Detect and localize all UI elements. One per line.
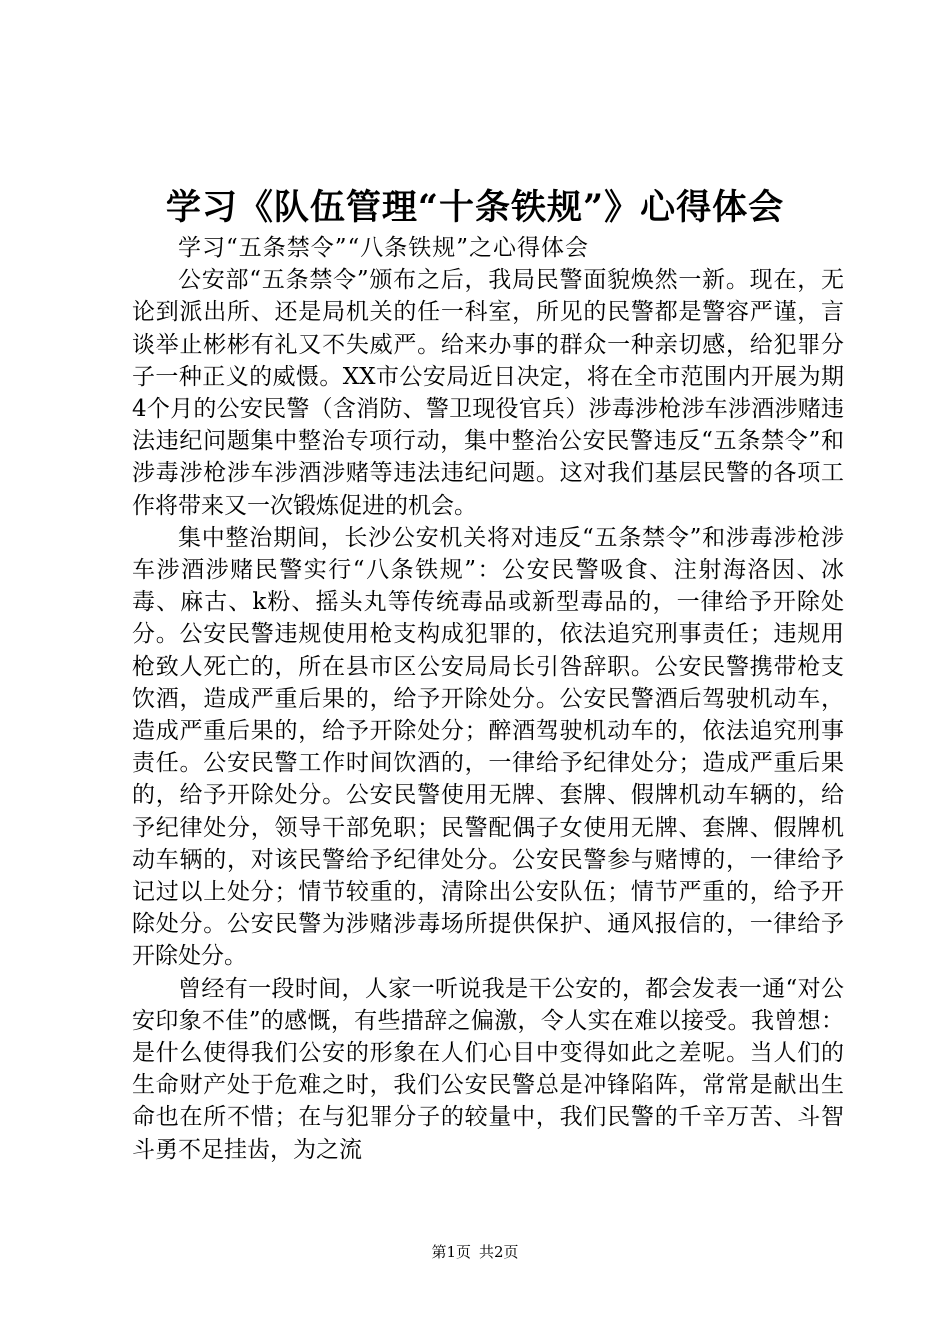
document-title: 学习《队伍管理“十条铁规”》心得体会 bbox=[165, 187, 785, 228]
page-footer bbox=[0, 1240, 950, 1264]
paragraph-1: 公安部“五条禁令”颁布之后，我局民警面貌焕然一新。现在，无论到派出所、还是局机关的任一科室，所见的民警都是警容严谨，言谈举止彬彬有礼又不失威严。给来办事的群众一种亲切感，给犯罪分子一种正义的威慑。XX市公安局近日决定，将在全市范围内开展为期4个月的公安民警（含消防、警卫现役官兵）涉毒涉枪涉车涉酒涉赌违法违纪问题集中整治专项行动，集中整治公安民警违反“五条禁令”和涉毒涉枪涉车涉酒涉赌等违法违纪问题。这对我们基层民警的各项工作将带来又一次锻炼促进的机会。 bbox=[132, 267, 844, 519]
page-number: 第1页 bbox=[431, 1243, 471, 1261]
paragraph-2: 集中整治期间，长沙公安机关将对违反“五条禁令”和涉毒涉枪涉车涉酒涉赌民警实行“八条铁规”：公安民警吸食、注射海洛因、冰毒、麻古、k粉、摇头丸等传统毒品或新型毒品的，一律给予开除处分。公安民警违规使用枪支构成犯罪的，依法追究刑事责任；违规用枪致人死亡的，所在县市区公安局局长引咎辞职。公安民警携带枪支饮酒，造成严重后果的，给予开除处分。公安民警酒后驾驶机动车，造成严重后果的，给予开除处分；醉酒驾驶机动车的，依法追究刑事责任。公安民警工作时间饮酒的，一律给予纪律处分；造成严重后果的，给予开除处分。公安民警使用无牌、套牌、假牌机动车辆的，给予纪律处分，领导干部免职；民警配偶子女使用无牌、套牌、假牌机动车辆的，对该民警给予纪律处分。公安民警参与赌博的，一律给予记过以上处分；情节较重的，清除出公安队伍；情节严重的，给予开除处分。公安民警为涉赌涉毒场所提供保护、通风报信的，一律给予开除处分。 bbox=[132, 524, 844, 970]
document-body bbox=[132, 232, 844, 1166]
paragraph-3: 曾经有一段时间，人家一听说我是干公安的，都会发表一通“对公安印象不佳”的感慨，有些措辞之偏激，令人实在难以接受。我曾想：是什么使得我们公安的形象在人们心目中变得如此之差呢。当人们的生命财产处于危难之时，我们公安民警总是冲锋陷阵，常常是献出生命也在所不惜；在与犯罪分子的较量中，我们民警的千辛万苦、斗智斗勇不足挂齿，为之流 bbox=[132, 975, 844, 1163]
page-total: 共2页 bbox=[479, 1243, 519, 1261]
document-subtitle: 学习“五条禁令”“八条铁规”之心得体会 bbox=[178, 235, 590, 261]
